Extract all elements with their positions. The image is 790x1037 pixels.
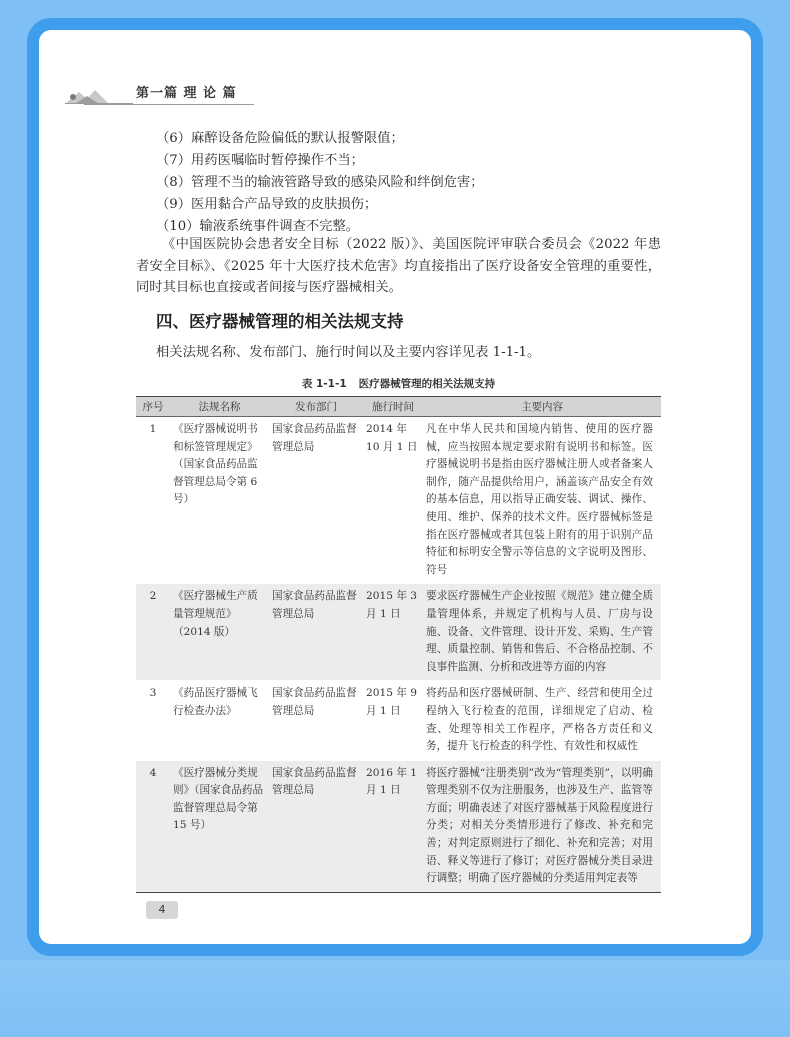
regulations-table — [136, 396, 661, 893]
header-date: 施行时间 — [363, 397, 423, 417]
section-intro: 相关法规名称、发布部门、施行时间以及主要内容详见表 1-1-1。 — [156, 345, 541, 360]
header-no: 序号 — [136, 397, 170, 417]
header-dept: 发布部门 — [269, 397, 363, 417]
cell-name: 《医疗器械说明书和标签管理规定》（国家食品药品监督管理总局令第 6 号） — [170, 417, 269, 584]
cell-date: 2015 年 3 月 1 日 — [363, 584, 423, 681]
cell-dept: 国家食品药品监督管理总局 — [269, 681, 363, 760]
cell-dept: 国家食品药品监督管理总局 — [269, 760, 363, 892]
cell-date: 2014 年 10 月 1 日 — [363, 417, 423, 584]
body-paragraph: 《中国医院协会患者安全目标（2022 版）》、美国医院评审联合委员会《2022 年患者安全目标》、《2025 年十大医疗技术危害》均直接指出了医疗设备安全管理的重要性，同时其目标也直接或者间接与医疗器械相关。 — [136, 237, 661, 295]
list-item: （10）输液系统事件调查不完整。 — [156, 219, 360, 234]
section-heading: 四、医疗器械管理的相关法规支持 — [156, 312, 404, 331]
cell-name: 《医疗器械分类规则》（国家食品药品监督管理总局令第 15 号） — [170, 760, 269, 892]
cell-name: 《药品医疗器械飞行检查办法》 — [170, 681, 269, 760]
header-name: 法规名称 — [170, 397, 269, 417]
list-item: （7）用药医嘱临时暂停操作不当； — [156, 153, 364, 168]
table-header-row — [136, 397, 661, 417]
cell-content: 要求医疗器械生产企业按照《规范》建立健全质量管理体系，并规定了机构与人员、厂房与设施、设备、文件管理、设计开发、采购、生产管理、质量控制、销售和售后、不合格品控制、不良事件监测、分析和改进等方面的内容 — [423, 584, 661, 681]
cell-dept: 国家食品药品监督管理总局 — [269, 584, 363, 681]
page-number: 4 — [146, 901, 178, 919]
table-caption-title: 医疗器械管理的相关法规支持 — [358, 378, 496, 390]
running-title: 第一篇 理 论 篇 — [136, 86, 237, 101]
table-caption — [136, 376, 661, 391]
page-background — [0, 960, 790, 1037]
table-row — [136, 417, 661, 584]
cell-no: 2 — [136, 584, 170, 681]
cell-dept: 国家食品药品监督管理总局 — [269, 417, 363, 584]
cell-date: 2015 年 9 月 1 日 — [363, 681, 423, 760]
page-frame — [27, 18, 763, 956]
cell-content: 凡在中华人民共和国境内销售、使用的医疗器械，应当按照本规定要求附有说明书和标签。医疗器械说明书是指由医疗器械注册人或者备案人制作，随产品提供给用户，涵盖该产品安全有效的基本信息，用以指导正确安装、调试、操作、使用、维护、保养的技术文件。医疗器械标签是指在医疗器械或者其包装上附有的用于识别产品特征和标明安全警示等信息的文字说明及图形、符号 — [423, 417, 661, 584]
table-row — [136, 681, 661, 760]
table-row — [136, 584, 661, 681]
hazard-list — [156, 128, 676, 238]
cell-no: 4 — [136, 760, 170, 892]
list-item: （9）医用黏合产品导致的皮肤损伤； — [156, 197, 378, 212]
cell-no: 1 — [136, 417, 170, 584]
cell-name: 《医疗器械生产质量管理规范》（2014 版） — [170, 584, 269, 681]
table-caption-number: 表 1-1-1 — [301, 378, 347, 390]
list-item: （6）麻醉设备危险偏低的默认报警限值； — [156, 131, 404, 146]
cell-date: 2016 年 1 月 1 日 — [363, 760, 423, 892]
table-row — [136, 760, 661, 892]
header-content: 主要内容 — [423, 397, 661, 417]
cell-content: 将医疗器械“注册类别”改为“管理类别”，以明确管理类别不仅为注册服务，也涉及生产、监管等方面；明确表述了对医疗器械基于风险程度进行分类；对相关分类情形进行了修改、补充和完善；对判定原则进行了细化、补充和完善；对用语、释义等进行了修订；对医疗器械分类目录进行调整；明确了医疗器械的分类适用判定表等 — [423, 760, 661, 892]
cell-content: 将药品和医疗器械研制、生产、经营和使用全过程纳入飞行检查的范围，详细规定了启动、检查、处理等相关工作程序，严格各方责任和义务，提升飞行检查的科学性、有效性和权威性 — [423, 681, 661, 760]
book-page — [39, 30, 751, 944]
list-item: （8）管理不当的输液管路导致的感染风险和绊倒危害； — [156, 175, 484, 190]
cell-no: 3 — [136, 681, 170, 760]
